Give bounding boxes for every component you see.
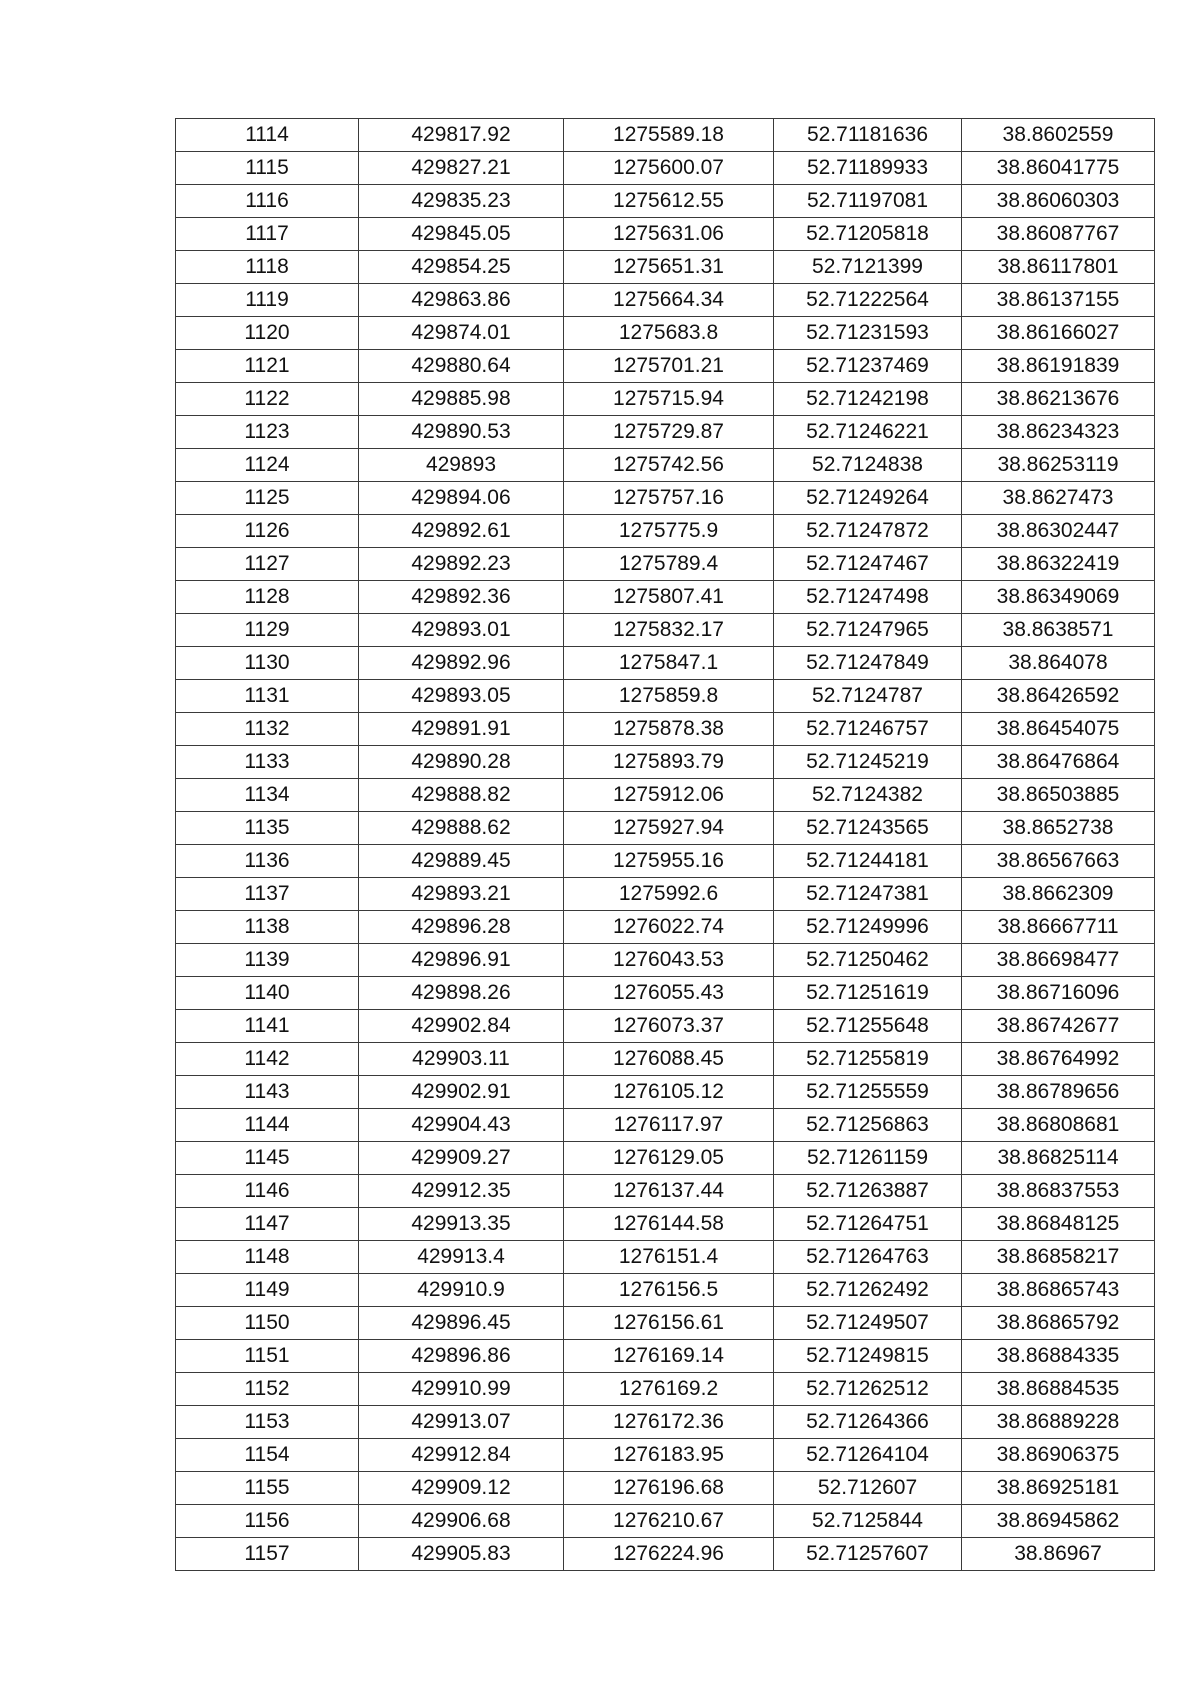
point-number-cell: 1121 — [176, 350, 359, 383]
y-coordinate-cell: 1276055.43 — [564, 977, 774, 1010]
longitude-cell: 38.86837553 — [962, 1175, 1155, 1208]
x-coordinate-cell: 429910.99 — [359, 1373, 564, 1406]
table-row — [176, 944, 1155, 977]
table-row — [176, 1439, 1155, 1472]
latitude-cell: 52.71264763 — [774, 1241, 962, 1274]
point-number-cell: 1147 — [176, 1208, 359, 1241]
longitude-cell: 38.86967 — [962, 1538, 1155, 1571]
table-row — [176, 416, 1155, 449]
longitude-cell: 38.86906375 — [962, 1439, 1155, 1472]
point-number-cell: 1143 — [176, 1076, 359, 1109]
x-coordinate-cell: 429913.35 — [359, 1208, 564, 1241]
point-number-cell: 1127 — [176, 548, 359, 581]
latitude-cell: 52.71249264 — [774, 482, 962, 515]
y-coordinate-cell: 1275729.87 — [564, 416, 774, 449]
y-coordinate-cell: 1275600.07 — [564, 152, 774, 185]
latitude-cell: 52.71249815 — [774, 1340, 962, 1373]
table-row — [176, 1472, 1155, 1505]
point-number-cell: 1114 — [176, 119, 359, 152]
x-coordinate-cell: 429845.05 — [359, 218, 564, 251]
table-row — [176, 1109, 1155, 1142]
longitude-cell: 38.86742677 — [962, 1010, 1155, 1043]
longitude-cell: 38.86716096 — [962, 977, 1155, 1010]
point-number-cell: 1157 — [176, 1538, 359, 1571]
point-number-cell: 1154 — [176, 1439, 359, 1472]
table-row — [176, 284, 1155, 317]
x-coordinate-cell: 429909.12 — [359, 1472, 564, 1505]
x-coordinate-cell: 429903.11 — [359, 1043, 564, 1076]
x-coordinate-cell: 429863.86 — [359, 284, 564, 317]
longitude-cell: 38.86454075 — [962, 713, 1155, 746]
table-row — [176, 713, 1155, 746]
table-row — [176, 680, 1155, 713]
longitude-cell: 38.86191839 — [962, 350, 1155, 383]
x-coordinate-cell: 429912.84 — [359, 1439, 564, 1472]
latitude-cell: 52.7121399 — [774, 251, 962, 284]
longitude-cell: 38.8602559 — [962, 119, 1155, 152]
y-coordinate-cell: 1276172.36 — [564, 1406, 774, 1439]
longitude-cell: 38.86865792 — [962, 1307, 1155, 1340]
latitude-cell: 52.71255819 — [774, 1043, 962, 1076]
longitude-cell: 38.86945862 — [962, 1505, 1155, 1538]
latitude-cell: 52.71243565 — [774, 812, 962, 845]
x-coordinate-cell: 429913.07 — [359, 1406, 564, 1439]
table-row — [176, 251, 1155, 284]
table-row — [176, 779, 1155, 812]
y-coordinate-cell: 1276043.53 — [564, 944, 774, 977]
y-coordinate-cell: 1275955.16 — [564, 845, 774, 878]
x-coordinate-cell: 429892.23 — [359, 548, 564, 581]
table-row — [176, 350, 1155, 383]
longitude-cell: 38.86858217 — [962, 1241, 1155, 1274]
latitude-cell: 52.71197081 — [774, 185, 962, 218]
table-row — [176, 1208, 1155, 1241]
longitude-cell: 38.86698477 — [962, 944, 1155, 977]
table-row — [176, 581, 1155, 614]
x-coordinate-cell: 429890.53 — [359, 416, 564, 449]
point-number-cell: 1129 — [176, 614, 359, 647]
y-coordinate-cell: 1276151.4 — [564, 1241, 774, 1274]
y-coordinate-cell: 1275789.4 — [564, 548, 774, 581]
y-coordinate-cell: 1276224.96 — [564, 1538, 774, 1571]
latitude-cell: 52.71247872 — [774, 515, 962, 548]
y-coordinate-cell: 1276156.61 — [564, 1307, 774, 1340]
longitude-cell: 38.86117801 — [962, 251, 1155, 284]
point-number-cell: 1138 — [176, 911, 359, 944]
x-coordinate-cell: 429893.05 — [359, 680, 564, 713]
x-coordinate-cell: 429885.98 — [359, 383, 564, 416]
table-row — [176, 317, 1155, 350]
table-row — [176, 218, 1155, 251]
x-coordinate-cell: 429893.01 — [359, 614, 564, 647]
point-number-cell: 1120 — [176, 317, 359, 350]
table-row — [176, 515, 1155, 548]
latitude-cell: 52.71189933 — [774, 152, 962, 185]
latitude-cell: 52.71205818 — [774, 218, 962, 251]
latitude-cell: 52.71181636 — [774, 119, 962, 152]
longitude-cell: 38.86865743 — [962, 1274, 1155, 1307]
x-coordinate-cell: 429910.9 — [359, 1274, 564, 1307]
point-number-cell: 1132 — [176, 713, 359, 746]
point-number-cell: 1141 — [176, 1010, 359, 1043]
latitude-cell: 52.71246221 — [774, 416, 962, 449]
y-coordinate-cell: 1276137.44 — [564, 1175, 774, 1208]
latitude-cell: 52.71255648 — [774, 1010, 962, 1043]
table-row — [176, 614, 1155, 647]
point-number-cell: 1148 — [176, 1241, 359, 1274]
y-coordinate-cell: 1276144.58 — [564, 1208, 774, 1241]
latitude-cell: 52.7124838 — [774, 449, 962, 482]
x-coordinate-cell: 429893.21 — [359, 878, 564, 911]
table-row — [176, 911, 1155, 944]
y-coordinate-cell: 1275859.8 — [564, 680, 774, 713]
table-row — [176, 878, 1155, 911]
point-number-cell: 1156 — [176, 1505, 359, 1538]
x-coordinate-cell: 429902.84 — [359, 1010, 564, 1043]
table-row — [176, 1241, 1155, 1274]
longitude-cell: 38.86567663 — [962, 845, 1155, 878]
point-number-cell: 1122 — [176, 383, 359, 416]
y-coordinate-cell: 1275775.9 — [564, 515, 774, 548]
longitude-cell: 38.8627473 — [962, 482, 1155, 515]
x-coordinate-cell: 429888.82 — [359, 779, 564, 812]
x-coordinate-cell: 429896.45 — [359, 1307, 564, 1340]
longitude-cell: 38.864078 — [962, 647, 1155, 680]
table-row — [176, 1340, 1155, 1373]
latitude-cell: 52.71264366 — [774, 1406, 962, 1439]
y-coordinate-cell: 1275701.21 — [564, 350, 774, 383]
point-number-cell: 1150 — [176, 1307, 359, 1340]
latitude-cell: 52.71222564 — [774, 284, 962, 317]
table-row — [176, 1142, 1155, 1175]
x-coordinate-cell: 429892.61 — [359, 515, 564, 548]
table-row — [176, 647, 1155, 680]
table-row — [176, 1010, 1155, 1043]
latitude-cell: 52.71247467 — [774, 548, 962, 581]
latitude-cell: 52.71264104 — [774, 1439, 962, 1472]
x-coordinate-cell: 429835.23 — [359, 185, 564, 218]
latitude-cell: 52.71249996 — [774, 911, 962, 944]
longitude-cell: 38.86848125 — [962, 1208, 1155, 1241]
longitude-cell: 38.86060303 — [962, 185, 1155, 218]
y-coordinate-cell: 1276088.45 — [564, 1043, 774, 1076]
table-row — [176, 746, 1155, 779]
latitude-cell: 52.71237469 — [774, 350, 962, 383]
y-coordinate-cell: 1276169.2 — [564, 1373, 774, 1406]
y-coordinate-cell: 1275651.31 — [564, 251, 774, 284]
table-row — [176, 1373, 1155, 1406]
x-coordinate-cell: 429898.26 — [359, 977, 564, 1010]
longitude-cell: 38.86925181 — [962, 1472, 1155, 1505]
table-row — [176, 1538, 1155, 1571]
longitude-cell: 38.86041775 — [962, 152, 1155, 185]
point-number-cell: 1133 — [176, 746, 359, 779]
latitude-cell: 52.7124787 — [774, 680, 962, 713]
coordinates-table-body — [176, 119, 1155, 1571]
y-coordinate-cell: 1275927.94 — [564, 812, 774, 845]
latitude-cell: 52.71251619 — [774, 977, 962, 1010]
x-coordinate-cell: 429892.96 — [359, 647, 564, 680]
table-row — [176, 1043, 1155, 1076]
table-row — [176, 1505, 1155, 1538]
x-coordinate-cell: 429896.91 — [359, 944, 564, 977]
y-coordinate-cell: 1276022.74 — [564, 911, 774, 944]
x-coordinate-cell: 429890.28 — [359, 746, 564, 779]
x-coordinate-cell: 429893 — [359, 449, 564, 482]
longitude-cell: 38.86087767 — [962, 218, 1155, 251]
table-row — [176, 977, 1155, 1010]
longitude-cell: 38.86884535 — [962, 1373, 1155, 1406]
y-coordinate-cell: 1275847.1 — [564, 647, 774, 680]
x-coordinate-cell: 429912.35 — [359, 1175, 564, 1208]
latitude-cell: 52.71247498 — [774, 581, 962, 614]
table-row — [176, 1175, 1155, 1208]
point-number-cell: 1135 — [176, 812, 359, 845]
longitude-cell: 38.86322419 — [962, 548, 1155, 581]
table-row — [176, 152, 1155, 185]
longitude-cell: 38.86213676 — [962, 383, 1155, 416]
table-row — [176, 1076, 1155, 1109]
latitude-cell: 52.71261159 — [774, 1142, 962, 1175]
latitude-cell: 52.712607 — [774, 1472, 962, 1505]
table-row — [176, 1307, 1155, 1340]
y-coordinate-cell: 1275683.8 — [564, 317, 774, 350]
x-coordinate-cell: 429896.86 — [359, 1340, 564, 1373]
latitude-cell: 52.71255559 — [774, 1076, 962, 1109]
point-number-cell: 1124 — [176, 449, 359, 482]
table-row — [176, 845, 1155, 878]
latitude-cell: 52.71263887 — [774, 1175, 962, 1208]
point-number-cell: 1115 — [176, 152, 359, 185]
latitude-cell: 52.71256863 — [774, 1109, 962, 1142]
latitude-cell: 52.71247849 — [774, 647, 962, 680]
longitude-cell: 38.86764992 — [962, 1043, 1155, 1076]
table-row — [176, 1406, 1155, 1439]
point-number-cell: 1117 — [176, 218, 359, 251]
y-coordinate-cell: 1276210.67 — [564, 1505, 774, 1538]
y-coordinate-cell: 1276117.97 — [564, 1109, 774, 1142]
point-number-cell: 1116 — [176, 185, 359, 218]
y-coordinate-cell: 1275807.41 — [564, 581, 774, 614]
y-coordinate-cell: 1276073.37 — [564, 1010, 774, 1043]
y-coordinate-cell: 1275589.18 — [564, 119, 774, 152]
y-coordinate-cell: 1276196.68 — [564, 1472, 774, 1505]
longitude-cell: 38.86789656 — [962, 1076, 1155, 1109]
longitude-cell: 38.86302447 — [962, 515, 1155, 548]
point-number-cell: 1119 — [176, 284, 359, 317]
x-coordinate-cell: 429905.83 — [359, 1538, 564, 1571]
point-number-cell: 1144 — [176, 1109, 359, 1142]
point-number-cell: 1139 — [176, 944, 359, 977]
y-coordinate-cell: 1275612.55 — [564, 185, 774, 218]
latitude-cell: 52.71262492 — [774, 1274, 962, 1307]
point-number-cell: 1149 — [176, 1274, 359, 1307]
longitude-cell: 38.86426592 — [962, 680, 1155, 713]
x-coordinate-cell: 429906.68 — [359, 1505, 564, 1538]
latitude-cell: 52.71257607 — [774, 1538, 962, 1571]
latitude-cell: 52.71245219 — [774, 746, 962, 779]
point-number-cell: 1145 — [176, 1142, 359, 1175]
point-number-cell: 1134 — [176, 779, 359, 812]
latitude-cell: 52.7124382 — [774, 779, 962, 812]
longitude-cell: 38.86884335 — [962, 1340, 1155, 1373]
table-row — [176, 812, 1155, 845]
longitude-cell: 38.8662309 — [962, 878, 1155, 911]
longitude-cell: 38.86667711 — [962, 911, 1155, 944]
longitude-cell: 38.8638571 — [962, 614, 1155, 647]
x-coordinate-cell: 429854.25 — [359, 251, 564, 284]
y-coordinate-cell: 1275715.94 — [564, 383, 774, 416]
y-coordinate-cell: 1275878.38 — [564, 713, 774, 746]
point-number-cell: 1137 — [176, 878, 359, 911]
x-coordinate-cell: 429880.64 — [359, 350, 564, 383]
x-coordinate-cell: 429904.43 — [359, 1109, 564, 1142]
point-number-cell: 1130 — [176, 647, 359, 680]
latitude-cell: 52.71242198 — [774, 383, 962, 416]
latitude-cell: 52.71250462 — [774, 944, 962, 977]
longitude-cell: 38.86825114 — [962, 1142, 1155, 1175]
y-coordinate-cell: 1276169.14 — [564, 1340, 774, 1373]
x-coordinate-cell: 429889.45 — [359, 845, 564, 878]
latitude-cell: 52.71231593 — [774, 317, 962, 350]
longitude-cell: 38.8652738 — [962, 812, 1155, 845]
longitude-cell: 38.86889228 — [962, 1406, 1155, 1439]
point-number-cell: 1152 — [176, 1373, 359, 1406]
table-row — [176, 1274, 1155, 1307]
point-number-cell: 1146 — [176, 1175, 359, 1208]
coordinates-table — [175, 118, 1155, 1571]
y-coordinate-cell: 1275631.06 — [564, 218, 774, 251]
x-coordinate-cell: 429913.4 — [359, 1241, 564, 1274]
longitude-cell: 38.86137155 — [962, 284, 1155, 317]
y-coordinate-cell: 1275742.56 — [564, 449, 774, 482]
latitude-cell: 52.71247965 — [774, 614, 962, 647]
table-row — [176, 185, 1155, 218]
y-coordinate-cell: 1275664.34 — [564, 284, 774, 317]
table-row — [176, 119, 1155, 152]
point-number-cell: 1123 — [176, 416, 359, 449]
latitude-cell: 52.71246757 — [774, 713, 962, 746]
table-row — [176, 383, 1155, 416]
point-number-cell: 1151 — [176, 1340, 359, 1373]
point-number-cell: 1155 — [176, 1472, 359, 1505]
point-number-cell: 1118 — [176, 251, 359, 284]
x-coordinate-cell: 429827.21 — [359, 152, 564, 185]
y-coordinate-cell: 1276129.05 — [564, 1142, 774, 1175]
latitude-cell: 52.71262512 — [774, 1373, 962, 1406]
point-number-cell: 1142 — [176, 1043, 359, 1076]
longitude-cell: 38.86234323 — [962, 416, 1155, 449]
x-coordinate-cell: 429909.27 — [359, 1142, 564, 1175]
y-coordinate-cell: 1275757.16 — [564, 482, 774, 515]
longitude-cell: 38.86253119 — [962, 449, 1155, 482]
table-row — [176, 449, 1155, 482]
y-coordinate-cell: 1275832.17 — [564, 614, 774, 647]
latitude-cell: 52.71249507 — [774, 1307, 962, 1340]
y-coordinate-cell: 1276183.95 — [564, 1439, 774, 1472]
point-number-cell: 1153 — [176, 1406, 359, 1439]
point-number-cell: 1140 — [176, 977, 359, 1010]
table-row — [176, 482, 1155, 515]
latitude-cell: 52.71264751 — [774, 1208, 962, 1241]
x-coordinate-cell: 429894.06 — [359, 482, 564, 515]
latitude-cell: 52.7125844 — [774, 1505, 962, 1538]
longitude-cell: 38.86476864 — [962, 746, 1155, 779]
longitude-cell: 38.86503885 — [962, 779, 1155, 812]
longitude-cell: 38.86808681 — [962, 1109, 1155, 1142]
point-number-cell: 1126 — [176, 515, 359, 548]
point-number-cell: 1136 — [176, 845, 359, 878]
y-coordinate-cell: 1276156.5 — [564, 1274, 774, 1307]
y-coordinate-cell: 1275893.79 — [564, 746, 774, 779]
x-coordinate-cell: 429902.91 — [359, 1076, 564, 1109]
longitude-cell: 38.86166027 — [962, 317, 1155, 350]
x-coordinate-cell: 429892.36 — [359, 581, 564, 614]
x-coordinate-cell: 429891.91 — [359, 713, 564, 746]
latitude-cell: 52.71244181 — [774, 845, 962, 878]
latitude-cell: 52.71247381 — [774, 878, 962, 911]
x-coordinate-cell: 429874.01 — [359, 317, 564, 350]
point-number-cell: 1131 — [176, 680, 359, 713]
y-coordinate-cell: 1276105.12 — [564, 1076, 774, 1109]
y-coordinate-cell: 1275992.6 — [564, 878, 774, 911]
x-coordinate-cell: 429817.92 — [359, 119, 564, 152]
x-coordinate-cell: 429896.28 — [359, 911, 564, 944]
x-coordinate-cell: 429888.62 — [359, 812, 564, 845]
y-coordinate-cell: 1275912.06 — [564, 779, 774, 812]
longitude-cell: 38.86349069 — [962, 581, 1155, 614]
point-number-cell: 1125 — [176, 482, 359, 515]
table-row — [176, 548, 1155, 581]
point-number-cell: 1128 — [176, 581, 359, 614]
